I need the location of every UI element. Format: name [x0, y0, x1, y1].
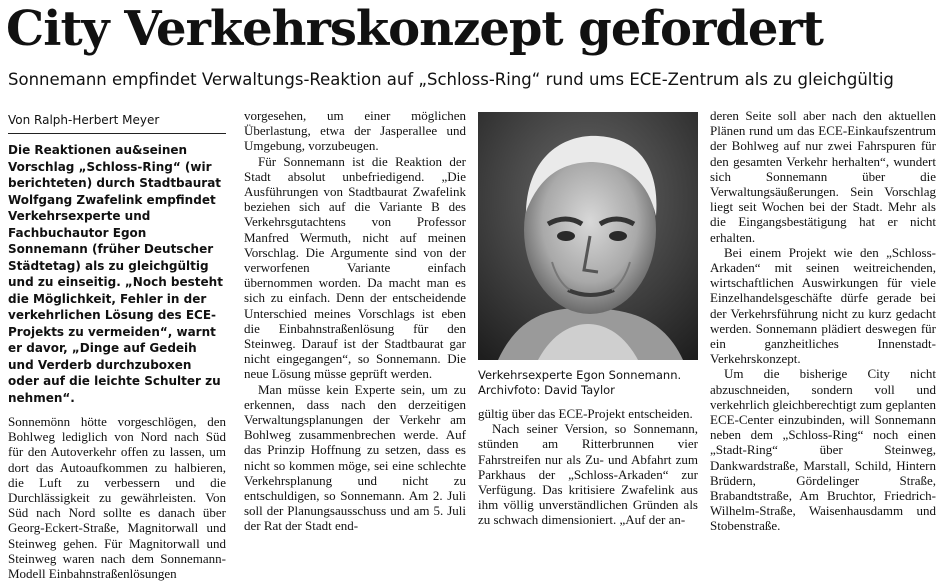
article-subheadline: Sonnemann empfindet Verwaltungs-Reaktion auf „Schloss-Ring“ rund ums ECE-Zentrum als zu gleichgültig — [8, 70, 894, 89]
body-paragraph: gültig über das ECE-Projekt entscheiden. — [478, 406, 693, 421]
body-paragraph: deren Seite soll aber nach den aktuellen Plänen rund um das ECE-Einkaufszentrum der Bohlweg auf nur zwei Fahrspuren für den gesamten Verkehr herhalten“, wundert sich Sonnemann über die Verwaltungsäußerungen. Sein Vorschlag liegt seit Wochen bei der Stadt. Mehr als die Eingangsbestätigung hat er nicht erhalten. — [710, 108, 936, 245]
column-2 — [244, 108, 466, 568]
column-3 — [478, 112, 698, 572]
column-1 — [8, 112, 226, 581]
body-paragraph: Sonnemönn hötte vorgeschlögen, den Bohlweg lediglich von Nord nach Süd für den Autoverkehr offen zu lassen, um dort das Autoaufkommen zu halbieren, die Luft zu verbessern und die Durchlässigkeit zu gewährleisten. Von Süd nach Nord sollte es danach über Georg-Eckert-Straße, Magnitorwall und Steinweg gehen. Für Magnitorwall und Steinweg waren nach dem Sonnemann-Modell Einbahnstraßenlösungen — [8, 414, 226, 581]
body-paragraph: vorgesehen, um einer möglichen Überlastung, etwa der Jasperallee und Umgebung, vorzubeugen. — [244, 108, 466, 154]
body-paragraph: Für Sonnemann ist die Reaktion der Stadt absolut unbefriedigend. „Die Ausführungen von Stadtbaurat Zwafelink beziehen sich auf die Variante B des Verkehrsgutachtens von Professor Manfred Wermuth, nicht auf meinen Vorschlag. Die Argumente sind von der verworfenen Variante einfach übernommen worden. Da macht man es sich zu einfach. Denn der entscheidende Unterschied meines Vorschlags ist eben die Einbahnstraßenlösung für den Steinweg. Darauf ist der Stadtbaurat gar nicht eingegangen“, so Sonnemann. Die neue Lösung müsse geprüft werden. — [244, 153, 466, 382]
article-headline: City Verkehrskonzept gefordert — [6, 1, 823, 57]
lead-paragraph: Die Reaktionen au&seinen Vorschlag „Schloss-Ring“ (wir berichteten) durch Stadtbaurat Wolfgang Zwafelink empfindet Verkehrsexperte und Fachbuchautor Egon Sonnemann (früher Deutscher Städtetag) als zu gleichgültig und zu einseitig. „Noch besteht die Möglichkeit, Fehler in der verkehrlichen Lösung des ECE-Projekts zu vermeiden“, warnt er davor, „Dinge auf Gedeih und Verderb durchzuboxen oder auf die leichte Schulter zu nehmen“. — [8, 143, 223, 405]
body-paragraph: Um die bisherige City nicht abzuschneiden, sondern voll und verkehrlich gleichberechtigt zum geplanten ECE-Center einzubinden, will Sonnemann neben dem „Schloss-Ring“ noch einen „Stadt-Ring“ über Steinweg, Dankwardstraße, Marstall, Schild, Hintern Brüdern, Gördelinger Straße, Brabandtstraße, Am Bruchtor, Friedrich-Wilhelm-Straße, Waisenhausdamm und Stobenstraße. — [710, 366, 936, 534]
byline: Von Ralph-Herbert Meyer — [8, 112, 226, 134]
body-paragraph: Bei einem Projekt wie den „Schloss-Arkaden“ mit seinen weitreichenden, wirtschaftlichen Auswirkungen für viele Einzelhandelsgeschäfte dürfe gerade bei der Verkehrsführung nicht zu kurz gedacht werden. Sonnemann plädiert deswegen für ein ganzheitliches Innenstadt-Verkehrskonzept. — [710, 244, 936, 367]
body-paragraph: Man müsse kein Experte sein, um zu erkennen, dass nach den derzeitigen Verwaltungsplanungen der Verkehr am Bohlweg zusammenbrechen werde. Auf das Prinzip Hoffnung zu setzen, dass es nicht so kommen möge, sei eine schlechte Verkehrsplanung und nicht zu entschuldigen, so Sonnemann. Am 2. Juli soll der Planungsausschuss und am 5. Juli der Rat der Stadt end- — [244, 381, 466, 534]
body-paragraph: Nach seiner Version, so Sonnemann, stünden am Ritterbrunnen vier Fahrstreifen nur als Zu- und Abfahrt zum Parkhaus der „Schloss-Arkaden“ zur Verfügung. Das kritisiere Zwafelink aus ihm völlig unverständlichen Gründen als zu schwach dimensioniert. „Auf der an- — [478, 421, 698, 528]
column-4 — [710, 108, 936, 568]
photo-caption: Verkehrsexperte Egon Sonnemann. Archivfoto: David Taylor — [478, 368, 682, 397]
portrait-photo — [478, 112, 698, 360]
